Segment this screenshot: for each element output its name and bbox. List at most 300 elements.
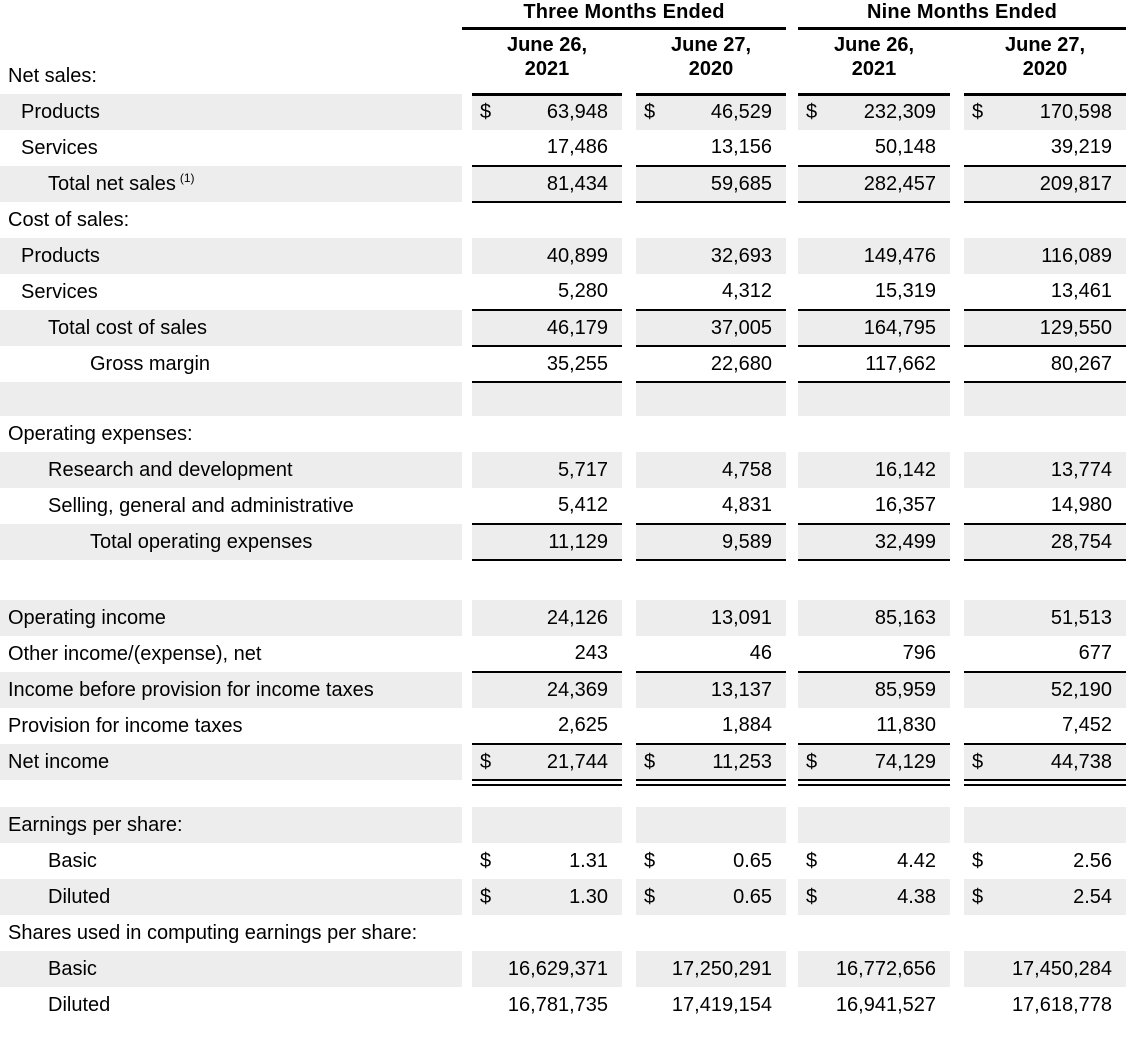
value-cell xyxy=(636,202,786,238)
gutter-cell xyxy=(786,560,798,600)
gutter-cell xyxy=(786,843,798,879)
value: 17,450,284 xyxy=(1011,957,1113,980)
value-cell-content xyxy=(798,353,950,376)
value-cell xyxy=(472,524,622,560)
row-label-cell xyxy=(0,416,462,452)
row-label-cell xyxy=(0,166,462,202)
value-cell-content xyxy=(636,679,786,702)
value-cell-content xyxy=(964,994,1126,1017)
table-row xyxy=(0,524,1126,560)
value-cell xyxy=(964,452,1126,488)
gutter-cell xyxy=(462,524,472,560)
table-row xyxy=(0,636,1126,672)
dollar-sign: $ xyxy=(480,101,492,124)
value: 2,625 xyxy=(557,714,608,736)
value: 11,830 xyxy=(876,714,937,736)
gutter-cell xyxy=(622,560,636,600)
first-section-label: Net sales: xyxy=(8,65,97,87)
value-cell xyxy=(798,416,950,452)
value: 28,754 xyxy=(1050,530,1113,553)
gutter-cell xyxy=(462,94,472,130)
row-label: Net income xyxy=(8,750,110,773)
value-cell-content xyxy=(964,459,1126,482)
value: 0.65 xyxy=(733,885,773,908)
value-cell xyxy=(798,560,950,600)
row-label-cell xyxy=(0,785,462,807)
value-cell-content xyxy=(798,850,950,873)
value: 80,267 xyxy=(1050,352,1113,375)
value: 32,499 xyxy=(874,530,937,553)
value-cell xyxy=(964,274,1126,310)
value: 52,190 xyxy=(1050,679,1113,701)
gutter-cell xyxy=(786,130,798,166)
value-cell xyxy=(798,346,950,382)
value: 117,662 xyxy=(865,352,937,375)
corner-cell xyxy=(0,0,462,28)
value: 9,589 xyxy=(721,530,773,553)
value-cell-content xyxy=(964,531,1126,554)
value-cell-content xyxy=(636,531,786,554)
value-cell-content xyxy=(472,751,622,774)
value-cell xyxy=(636,94,786,130)
value-cell xyxy=(798,744,950,780)
gutter-cell xyxy=(950,708,964,744)
value-cell xyxy=(472,130,622,166)
gutter-cell xyxy=(622,166,636,202)
value-cell xyxy=(964,879,1126,915)
gutter-cell xyxy=(462,843,472,879)
value-cell-content xyxy=(472,531,622,554)
value-cell xyxy=(798,807,950,843)
gutter-cell xyxy=(950,202,964,238)
value-cell-content xyxy=(472,642,622,665)
value-cell xyxy=(636,708,786,744)
gutter-cell xyxy=(786,452,798,488)
table-row xyxy=(0,987,1126,1023)
table-row xyxy=(0,708,1126,744)
gutter-cell xyxy=(950,488,964,524)
gutter-cell xyxy=(786,416,798,452)
value-cell xyxy=(964,166,1126,202)
gutter-cell xyxy=(622,951,636,987)
value-cell xyxy=(636,166,786,202)
group-gap-cell xyxy=(786,0,798,28)
value-cell-content xyxy=(472,494,622,517)
value: 16,941,527 xyxy=(835,993,937,1016)
value-cell-content xyxy=(472,317,622,340)
gutter-cell xyxy=(950,951,964,987)
gutter-cell xyxy=(786,202,798,238)
value: 1.30 xyxy=(569,885,608,908)
row-label-cell xyxy=(0,807,462,843)
gutter-cell xyxy=(786,28,798,94)
table-row xyxy=(0,130,1126,166)
gutter-cell xyxy=(622,915,636,951)
value: 170,598 xyxy=(1039,101,1113,124)
row-label-cell xyxy=(0,744,462,780)
value: 282,457 xyxy=(863,172,937,195)
row-label: Diluted xyxy=(48,885,111,908)
dollar-sign: $ xyxy=(480,750,492,773)
value: 11,129 xyxy=(548,530,608,553)
value: 129,550 xyxy=(1039,316,1113,339)
value: 13,156 xyxy=(710,136,773,158)
value-cell xyxy=(964,382,1126,416)
value-cell-content xyxy=(798,958,950,981)
gutter-cell xyxy=(622,130,636,166)
gutter-cell xyxy=(462,708,472,744)
gutter-cell xyxy=(950,843,964,879)
value-cell xyxy=(636,987,786,1023)
row-label-cell xyxy=(0,202,462,238)
gutter-cell xyxy=(462,951,472,987)
value: 209,817 xyxy=(1039,172,1113,195)
row-label: Diluted xyxy=(48,993,111,1016)
dollar-sign: $ xyxy=(972,885,984,908)
table-row xyxy=(0,488,1126,524)
row-label: Services xyxy=(21,280,98,303)
date-line: June 26, xyxy=(833,33,915,56)
table-row xyxy=(0,166,1126,202)
value-cell-content xyxy=(472,850,622,873)
gutter-cell xyxy=(462,600,472,636)
value-cell-content xyxy=(636,994,786,1017)
gutter-cell xyxy=(622,94,636,130)
gutter-cell xyxy=(462,310,472,346)
value-cell-content xyxy=(472,459,622,482)
value-cell xyxy=(964,987,1126,1023)
value: 85,959 xyxy=(874,679,937,701)
value: 5,717 xyxy=(557,458,608,481)
value-cell-content xyxy=(964,850,1126,873)
gutter-cell xyxy=(950,636,964,672)
date-line: 2020 xyxy=(1022,57,1068,80)
value: 1.31 xyxy=(569,849,608,872)
row-label-cell xyxy=(0,560,462,600)
value-cell-content xyxy=(798,751,950,774)
value-cell xyxy=(472,636,622,672)
value-cell xyxy=(798,708,950,744)
value: 1,884 xyxy=(721,714,773,736)
dollar-sign: $ xyxy=(644,750,656,773)
gutter-cell xyxy=(462,879,472,915)
gutter-cell xyxy=(622,310,636,346)
dollar-sign: $ xyxy=(806,849,818,872)
row-label-cell xyxy=(0,274,462,310)
gutter-cell xyxy=(786,166,798,202)
value-cell xyxy=(636,744,786,780)
gutter-cell xyxy=(950,672,964,708)
date-header-cell xyxy=(472,28,622,94)
table-row xyxy=(0,310,1126,346)
value: 37,005 xyxy=(710,316,773,339)
gutter-cell xyxy=(950,600,964,636)
value: 149,476 xyxy=(863,244,937,267)
value-cell-content xyxy=(472,101,622,124)
value: 0.65 xyxy=(733,849,773,872)
value-cell xyxy=(798,524,950,560)
row-label-cell xyxy=(0,238,462,274)
dollar-sign: $ xyxy=(644,849,656,872)
value-cell xyxy=(636,560,786,600)
gutter-cell xyxy=(622,274,636,310)
value-cell xyxy=(472,166,622,202)
value: 39,219 xyxy=(1050,136,1113,158)
gutter-cell xyxy=(950,785,964,807)
value: 59,685 xyxy=(710,172,773,195)
value-cell xyxy=(636,382,786,416)
gutter-cell xyxy=(622,672,636,708)
row-label: Total cost of sales xyxy=(48,316,207,339)
value-cell xyxy=(636,488,786,524)
value-cell xyxy=(798,130,950,166)
gutter-cell xyxy=(786,636,798,672)
date-header-row xyxy=(0,28,1126,94)
value-cell-content xyxy=(636,958,786,981)
value: 4.38 xyxy=(897,885,937,908)
value-cell-content xyxy=(472,173,622,196)
value-cell xyxy=(472,202,622,238)
dollar-sign: $ xyxy=(806,885,818,908)
value-cell xyxy=(636,672,786,708)
gutter-cell xyxy=(462,987,472,1023)
value-cell-content xyxy=(636,317,786,340)
row-label-cell xyxy=(0,94,462,130)
value: 4.42 xyxy=(897,849,937,872)
dollar-sign: $ xyxy=(480,885,492,908)
row-label: Products xyxy=(21,244,100,267)
row-label: Total operating expenses xyxy=(90,530,313,553)
value-cell xyxy=(798,452,950,488)
value-cell xyxy=(636,274,786,310)
row-label: Provision for income taxes xyxy=(8,714,243,737)
value-cell xyxy=(964,202,1126,238)
dollar-sign: $ xyxy=(480,849,492,872)
value: 81,434 xyxy=(546,172,608,195)
dollar-sign: $ xyxy=(644,101,656,124)
value-cell xyxy=(964,238,1126,274)
value: 677 xyxy=(1078,642,1113,664)
value-cell-content xyxy=(636,886,786,909)
value-cell-content xyxy=(964,679,1126,702)
value-cell xyxy=(964,416,1126,452)
gutter-cell xyxy=(786,488,798,524)
value-cell-content xyxy=(472,714,622,737)
gutter-cell xyxy=(786,672,798,708)
gutter-cell xyxy=(622,636,636,672)
value-cell-content xyxy=(964,714,1126,737)
row-label-cell xyxy=(0,600,462,636)
gutter-cell xyxy=(462,28,472,94)
value-cell-content xyxy=(636,136,786,159)
value: 24,369 xyxy=(546,679,608,701)
value-cell xyxy=(964,130,1126,166)
value-cell xyxy=(472,915,622,951)
dollar-sign: $ xyxy=(972,101,984,124)
value-cell-content xyxy=(964,353,1126,376)
gutter-cell xyxy=(950,166,964,202)
gutter-cell xyxy=(462,915,472,951)
value: 15,319 xyxy=(874,280,937,302)
table-row xyxy=(0,843,1126,879)
value-cell-content xyxy=(636,173,786,196)
value: 46,529 xyxy=(710,101,773,124)
table-row xyxy=(0,744,1126,780)
row-label: Total net sales xyxy=(48,172,176,195)
gutter-cell xyxy=(622,416,636,452)
value: 63,948 xyxy=(546,101,608,124)
value: 22,680 xyxy=(710,352,773,375)
gutter-cell xyxy=(950,879,964,915)
gutter-cell xyxy=(622,785,636,807)
row-label-cell xyxy=(0,488,462,524)
value-cell-content xyxy=(798,280,950,303)
value-cell xyxy=(798,94,950,130)
table-row xyxy=(0,274,1126,310)
table-row xyxy=(0,452,1126,488)
value-cell xyxy=(798,488,950,524)
row-label: Selling, general and administrative xyxy=(48,494,354,517)
gutter-cell xyxy=(462,452,472,488)
value-cell xyxy=(964,785,1126,807)
spacer-row xyxy=(0,560,1126,600)
value-cell xyxy=(472,987,622,1023)
value: 796 xyxy=(902,642,937,664)
value-cell-content xyxy=(964,136,1126,159)
value-cell xyxy=(636,915,786,951)
value-cell-content xyxy=(472,280,622,303)
value-cell xyxy=(798,879,950,915)
value: 13,091 xyxy=(710,606,773,629)
value-cell xyxy=(798,951,950,987)
footnote-marker: (1) xyxy=(179,170,195,185)
value-cell xyxy=(964,708,1126,744)
value: 51,513 xyxy=(1050,606,1113,629)
gutter-cell xyxy=(622,28,636,94)
value: 85,163 xyxy=(874,606,937,629)
gutter-cell xyxy=(950,807,964,843)
value-cell-content xyxy=(472,607,622,630)
value-cell xyxy=(964,672,1126,708)
value-cell xyxy=(472,274,622,310)
gutter-cell xyxy=(462,488,472,524)
gutter-cell xyxy=(786,915,798,951)
value-cell xyxy=(964,744,1126,780)
row-label: Income before provision for income taxes xyxy=(8,678,374,701)
value-cell-content xyxy=(636,850,786,873)
value-cell-content xyxy=(472,245,622,268)
value-cell-content xyxy=(964,886,1126,909)
row-label-cell xyxy=(0,987,462,1023)
section-row xyxy=(0,915,1126,951)
spacer-row xyxy=(0,382,1126,416)
value-cell-content xyxy=(798,607,950,630)
gutter-cell xyxy=(950,28,964,94)
gutter-cell xyxy=(786,346,798,382)
value-cell-content xyxy=(964,317,1126,340)
table-row xyxy=(0,238,1126,274)
table-row xyxy=(0,94,1126,130)
value-cell xyxy=(964,488,1126,524)
row-label: Basic xyxy=(48,957,97,980)
gutter-cell xyxy=(786,600,798,636)
value: 16,781,735 xyxy=(507,993,608,1016)
row-label: Earnings per share: xyxy=(8,813,183,836)
date-header-cell xyxy=(964,28,1126,94)
value-cell-content xyxy=(964,607,1126,630)
value-cell-content xyxy=(798,317,950,340)
value: 74,129 xyxy=(874,750,937,773)
date-line: 2021 xyxy=(851,57,897,80)
value-cell xyxy=(472,708,622,744)
gutter-cell xyxy=(622,488,636,524)
value-cell xyxy=(472,951,622,987)
value-cell xyxy=(798,382,950,416)
dollar-sign: $ xyxy=(806,101,818,124)
value-cell xyxy=(964,915,1126,951)
dollar-sign: $ xyxy=(972,750,984,773)
value-cell xyxy=(472,94,622,130)
value-cell xyxy=(798,987,950,1023)
value-cell xyxy=(636,524,786,560)
gutter-cell xyxy=(462,636,472,672)
table-row xyxy=(0,346,1126,382)
value-cell xyxy=(472,600,622,636)
gutter-cell xyxy=(786,951,798,987)
group-header-row xyxy=(0,0,1126,28)
value-cell xyxy=(964,807,1126,843)
gutter-cell xyxy=(622,987,636,1023)
value-cell-content xyxy=(472,679,622,702)
value-cell xyxy=(636,310,786,346)
gutter-cell xyxy=(462,672,472,708)
gutter-cell xyxy=(786,708,798,744)
gutter-cell xyxy=(786,744,798,780)
value-cell-content xyxy=(964,958,1126,981)
gutter-cell xyxy=(786,785,798,807)
gutter-cell xyxy=(622,807,636,843)
value-cell xyxy=(472,879,622,915)
table-row xyxy=(0,879,1126,915)
value-cell-content xyxy=(964,751,1126,774)
group-header-cell xyxy=(462,0,786,28)
value: 17,486 xyxy=(546,136,608,158)
value: 5,412 xyxy=(557,494,608,516)
value-cell-content xyxy=(636,751,786,774)
gutter-cell xyxy=(462,807,472,843)
row-label: Operating expenses: xyxy=(8,422,193,445)
gutter-cell xyxy=(622,524,636,560)
gutter-cell xyxy=(622,202,636,238)
value: 46 xyxy=(749,642,773,664)
dollar-sign: $ xyxy=(972,849,984,872)
row-label-cell xyxy=(0,452,462,488)
date-line: 2020 xyxy=(688,57,734,80)
value: 50,148 xyxy=(874,136,937,158)
value-cell xyxy=(798,636,950,672)
value-cell-content xyxy=(472,958,622,981)
value-cell-content xyxy=(964,280,1126,303)
value-cell-content xyxy=(798,886,950,909)
row-label-cell xyxy=(0,310,462,346)
value-cell xyxy=(472,672,622,708)
row-label-cell xyxy=(0,130,462,166)
gutter-cell xyxy=(622,708,636,744)
value-cell xyxy=(798,310,950,346)
value: 7,452 xyxy=(1061,714,1113,736)
gutter-cell xyxy=(622,843,636,879)
value-cell xyxy=(472,785,622,807)
